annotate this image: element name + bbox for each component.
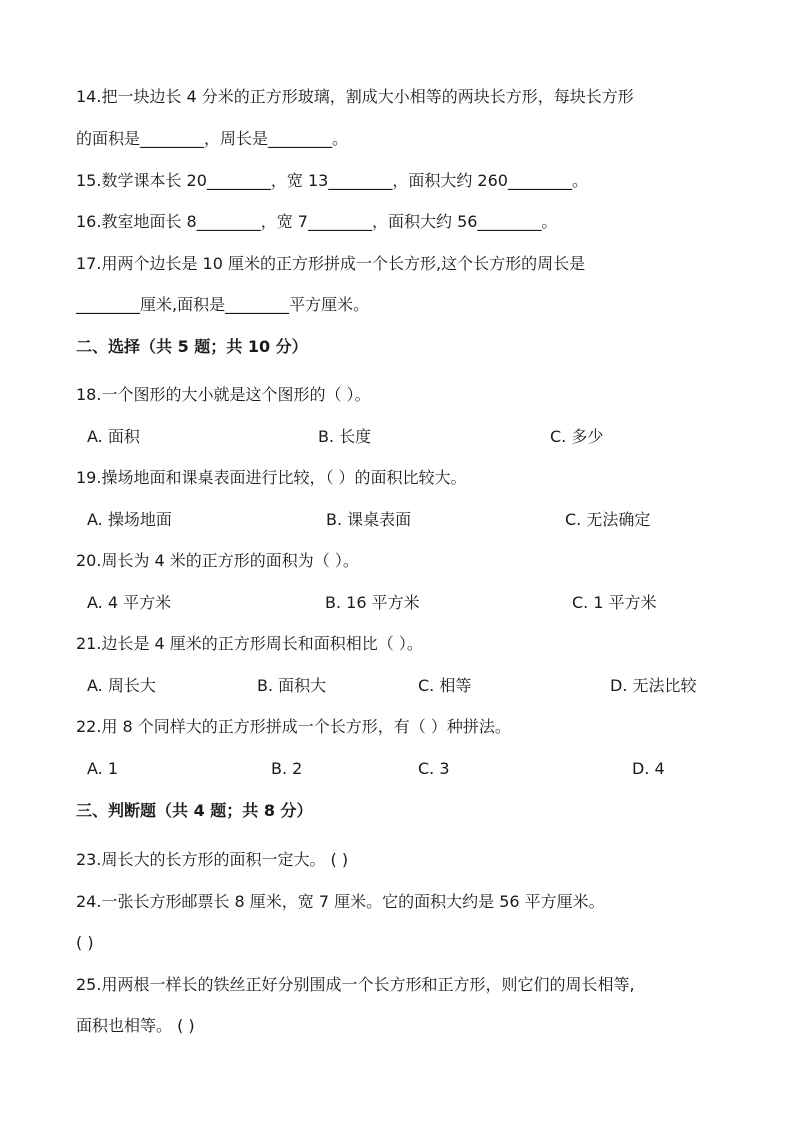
question-19-stem: 19.操场地面和课桌表面进行比较，（ ）的面积比较大。 (76, 468, 467, 487)
question-24-line-2: ( ) (76, 933, 94, 952)
question-17-line-1: 17.用两个边长是 10 厘米的正方形拼成一个长方形,这个长方形的周长是 (76, 254, 586, 273)
question-14-line-2: 的面积是________，周长是________。 (76, 129, 349, 148)
question-21-option-d: D. 无法比较 (610, 676, 697, 695)
question-14-line-1: 14.把一块边长 4 分米的正方形玻璃，割成大小相等的两块长方形，每块长方形 (76, 87, 634, 106)
question-20-option-c: C. 1 平方米 (572, 593, 657, 612)
question-19-option-a: A. 操场地面 (87, 510, 172, 529)
question-25-line-2: 面积也相等。 ( ) (76, 1016, 195, 1035)
question-17-line-2: ________厘米,面积是________平方厘米。 (76, 295, 370, 314)
question-19-option-c: C. 无法确定 (565, 510, 651, 529)
question-21-stem: 21.边长是 4 厘米的正方形周长和面积相比（ ）。 (76, 634, 423, 653)
question-23: 23.周长大的长方形的面积一定大。 ( ) (76, 850, 349, 869)
question-22-option-d: D. 4 (632, 759, 665, 778)
question-16: 16.教室地面长 8________，宽 7________，面积大约 56________。 (76, 212, 558, 231)
question-25-line-1: 25.用两根一样长的铁丝正好分别围成一个长方形和正方形，则它们的周长相等, (76, 975, 635, 994)
question-22-option-b: B. 2 (271, 759, 303, 778)
question-20-option-a: A. 4 平方米 (87, 593, 172, 612)
question-21-option-b: B. 面积大 (257, 676, 327, 695)
question-18-option-a: A. 面积 (87, 427, 140, 446)
question-22-option-a: A. 1 (87, 759, 119, 778)
question-21-option-c: C. 相等 (418, 676, 472, 695)
question-20-stem: 20.周长为 4 米的正方形的面积为（ ）。 (76, 551, 359, 570)
question-20-option-b: B. 16 平方米 (325, 593, 420, 612)
question-21-option-a: A. 周长大 (87, 676, 156, 695)
question-15: 15.数学课本长 20________，宽 13________，面积大约 260________。 (76, 171, 588, 190)
section-3-heading: 三、判断题（共 4 题；共 8 分） (76, 801, 313, 820)
question-22-option-c: C. 3 (418, 759, 450, 778)
question-19-option-b: B. 课桌表面 (326, 510, 412, 529)
question-18-option-c: C. 多少 (550, 427, 604, 446)
question-18-stem: 18.一个图形的大小就是这个图形的（ ）。 (76, 385, 371, 404)
question-24-line-1: 24.一张长方形邮票长 8 厘米，宽 7 厘米。它的面积大约是 56 平方厘米。 (76, 892, 605, 911)
section-2-heading: 二、选择（共 5 题；共 10 分） (76, 337, 308, 356)
question-18-option-b: B. 长度 (318, 427, 372, 446)
question-22-stem: 22.用 8 个同样大的正方形拼成一个长方形，有（ ）种拼法。 (76, 717, 511, 736)
